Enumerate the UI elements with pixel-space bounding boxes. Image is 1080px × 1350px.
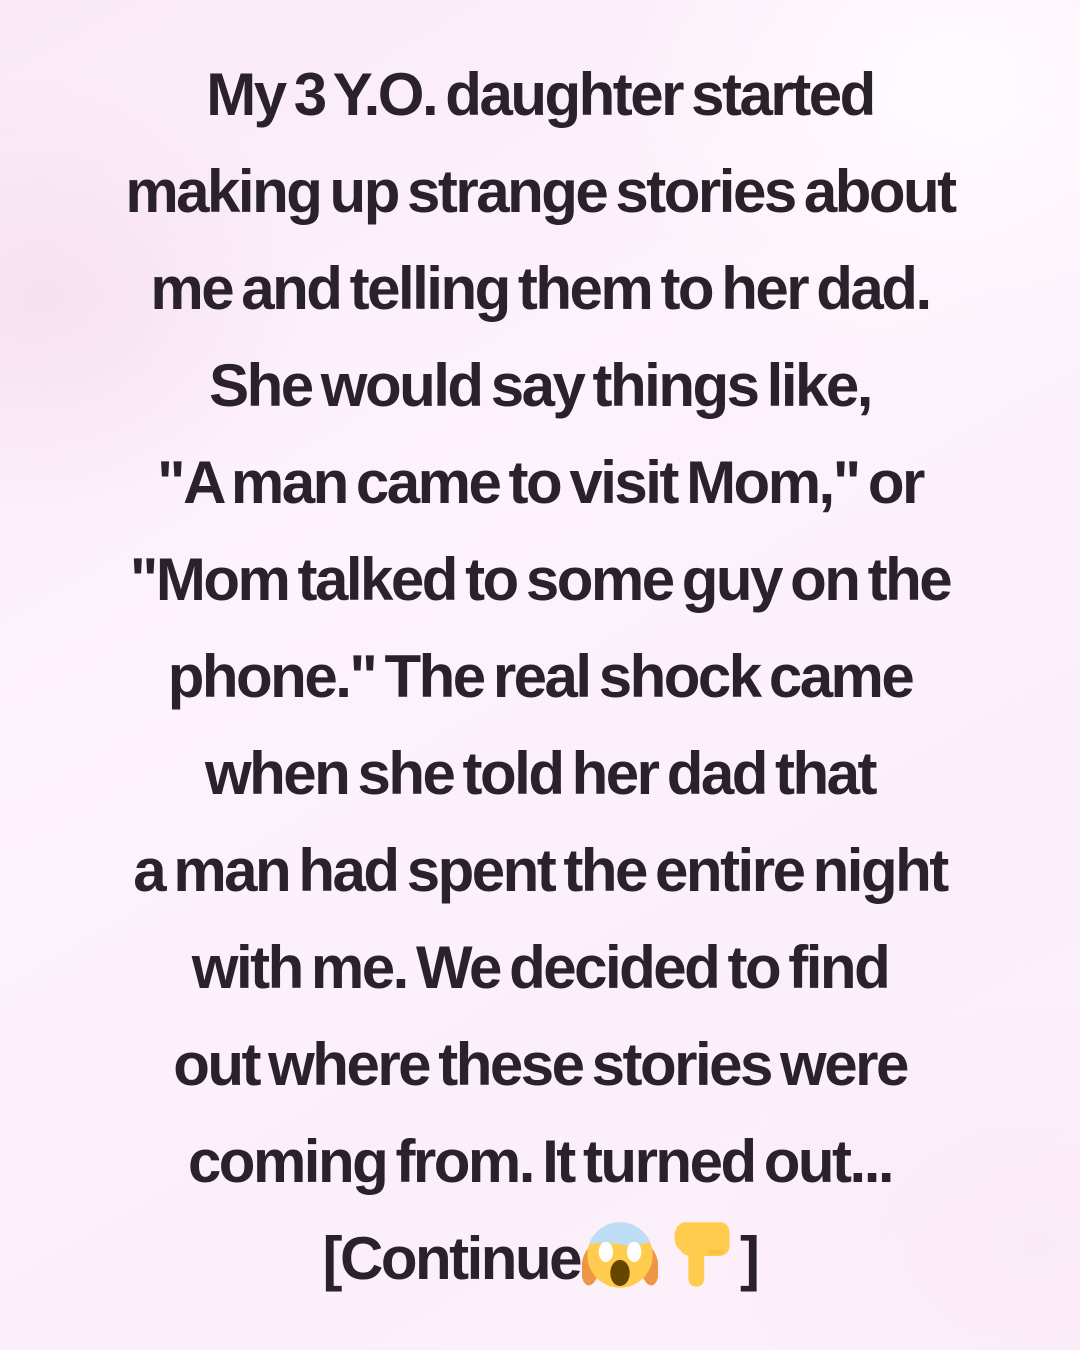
- story-text-block: [0, 46, 1080, 1307]
- story-line: out where these stories were: [173, 1031, 907, 1098]
- story-line: phone." The real shock came: [167, 643, 913, 710]
- story-line: with me. We decided to find: [191, 934, 889, 1001]
- story-line: coming from. It turned out...: [187, 1128, 893, 1195]
- continue-line-suffix: ]: [739, 1225, 758, 1292]
- story-line: making up strange stories about: [125, 158, 955, 225]
- story-line: "Mom talked to some guy on the: [129, 546, 951, 613]
- screaming-face-emoji-icon: [582, 1217, 658, 1293]
- continue-line-prefix: [Continue: [322, 1225, 580, 1292]
- story-line: My 3 Y.O. daughter started: [206, 61, 874, 128]
- story-line: "A man came to visit Mom," or: [157, 449, 923, 516]
- story-line: me and telling them to her dad.: [150, 255, 930, 322]
- pointing-down-emoji-icon: [662, 1217, 738, 1293]
- continue-line: [0, 1210, 1080, 1307]
- story-line: when she told her dad that: [204, 740, 876, 807]
- story-line: a man had spent the entire night: [133, 837, 947, 904]
- story-line: She would say things like,: [209, 352, 871, 419]
